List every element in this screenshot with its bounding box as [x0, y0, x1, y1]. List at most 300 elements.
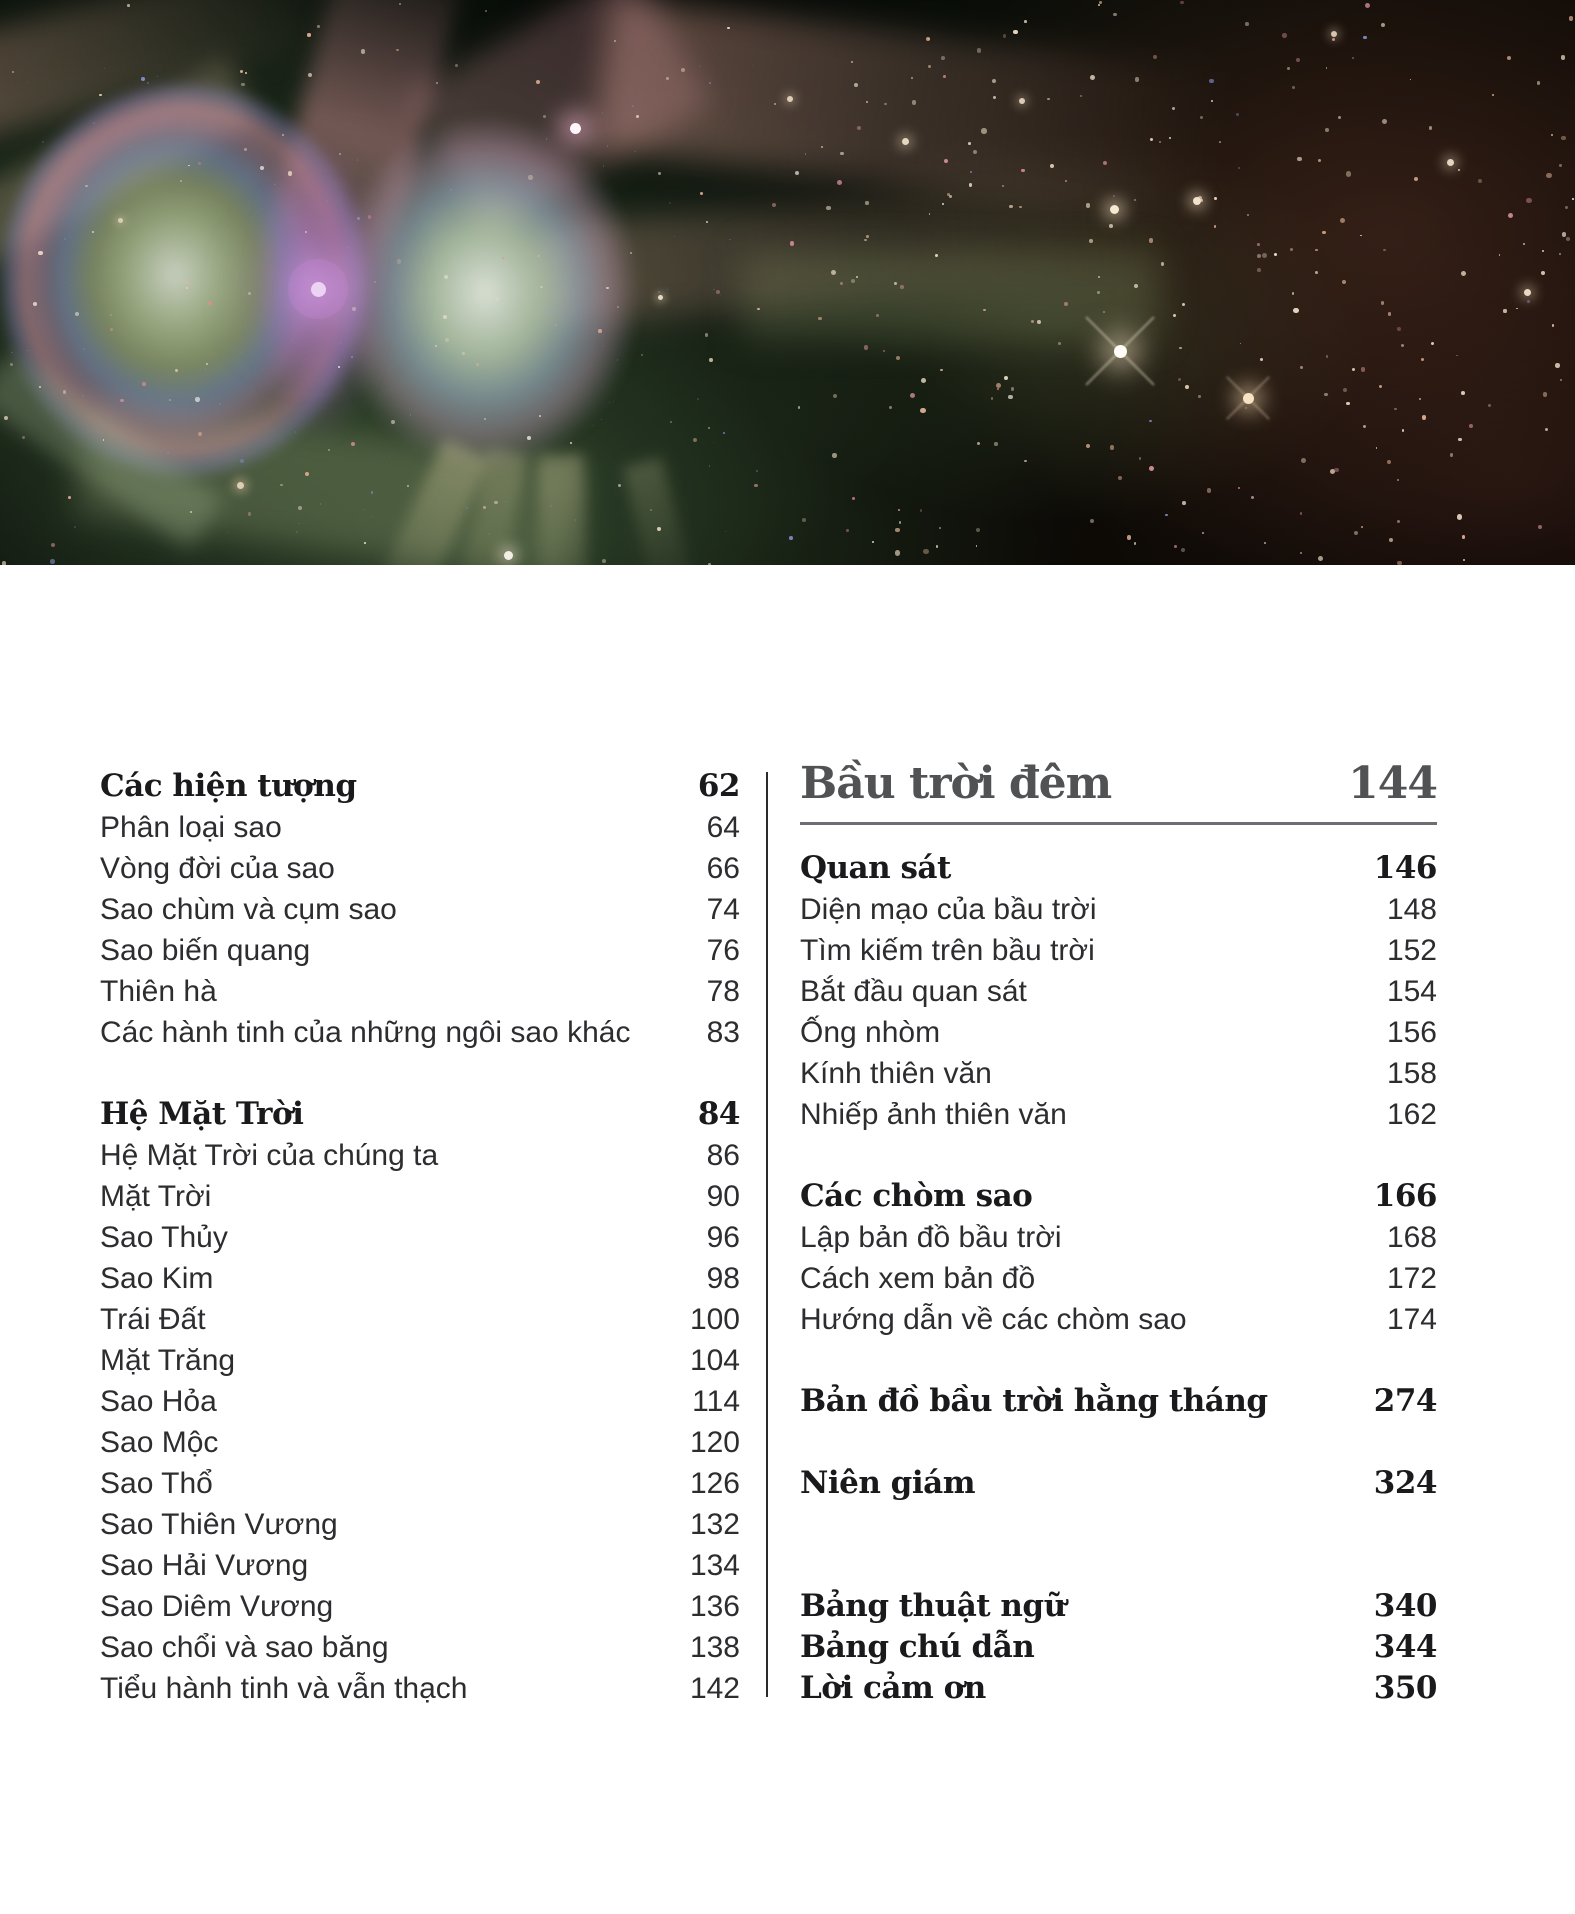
- toc-row: [100, 889, 740, 930]
- column-divider: [766, 772, 768, 1697]
- star: [235, 191, 237, 193]
- star: [352, 307, 356, 311]
- toc-entry-page: 62: [697, 768, 740, 804]
- star: [2, 561, 6, 565]
- star: [772, 203, 776, 207]
- star: [1238, 487, 1240, 489]
- star: [923, 549, 928, 554]
- star: [1381, 301, 1384, 304]
- star: [502, 257, 504, 259]
- toc-entry-label: Sao Hải Vương: [100, 1549, 309, 1582]
- toc-entry-page: 138: [689, 1631, 740, 1664]
- star: [1214, 225, 1216, 227]
- star: [485, 10, 487, 12]
- star: [1013, 30, 1018, 35]
- star: [1488, 404, 1491, 407]
- toc-entry-label: Mặt Trời: [100, 1180, 212, 1213]
- star: [1551, 134, 1553, 136]
- toc-entry-page: 156: [1386, 1016, 1437, 1049]
- star: [340, 343, 341, 344]
- star: [374, 281, 376, 283]
- star: [260, 166, 264, 170]
- star: [790, 241, 794, 245]
- star: [709, 82, 711, 84]
- star: [195, 397, 199, 401]
- star: [371, 516, 372, 517]
- star: [38, 251, 42, 255]
- star: [539, 415, 541, 417]
- star: [1376, 447, 1378, 449]
- star: [75, 312, 79, 316]
- star: [1361, 526, 1364, 529]
- star: [920, 509, 922, 511]
- star: [657, 527, 661, 531]
- star: [603, 345, 604, 346]
- star: [1363, 425, 1366, 428]
- star: [1065, 180, 1067, 182]
- star: [832, 453, 836, 457]
- star: [1397, 561, 1401, 565]
- star: [555, 324, 557, 326]
- toc-entry-page: 76: [706, 934, 740, 967]
- star: [996, 383, 1001, 388]
- star: [866, 235, 868, 237]
- star: [1207, 488, 1212, 493]
- toc-row: [100, 848, 740, 889]
- star: [789, 536, 793, 540]
- star: [198, 162, 201, 165]
- star: [1236, 113, 1239, 116]
- star: [1458, 169, 1460, 171]
- star: [83, 348, 85, 350]
- star: [606, 287, 609, 290]
- star: [514, 406, 515, 407]
- toc-row: [800, 848, 1437, 889]
- star: [936, 545, 938, 547]
- star: [667, 289, 668, 290]
- star: [206, 363, 208, 365]
- star: [1363, 36, 1367, 40]
- toc-entry-label: Sao Thủy: [100, 1221, 228, 1254]
- star: [1159, 141, 1161, 143]
- star: [846, 529, 849, 532]
- star: [1098, 4, 1100, 6]
- star: [856, 276, 858, 278]
- ant-nebula-photo: [0, 0, 1575, 565]
- star: [248, 512, 251, 515]
- star: [632, 105, 633, 106]
- star: [1508, 213, 1513, 218]
- star: [818, 317, 821, 320]
- star: [1346, 171, 1351, 176]
- toc-row: [100, 1627, 740, 1668]
- star: [1338, 116, 1342, 120]
- toc-row: [800, 889, 1437, 930]
- star: [1394, 408, 1397, 411]
- star: [141, 77, 145, 81]
- star: [713, 289, 715, 291]
- star: [308, 73, 312, 77]
- star: [104, 68, 105, 69]
- star: [1019, 206, 1021, 208]
- star: [295, 431, 297, 433]
- star: [921, 378, 926, 383]
- star: [389, 457, 391, 459]
- star: [245, 72, 247, 74]
- star: [898, 509, 901, 512]
- star: [1561, 136, 1566, 141]
- star: [1332, 38, 1335, 41]
- star: [77, 255, 78, 256]
- star: [1243, 393, 1254, 404]
- toc-entry-label: Các hành tinh của những ngôi sao khác: [100, 1016, 631, 1049]
- star: [1379, 385, 1382, 388]
- toc-entry-label: Hướng dẫn về các chòm sao: [800, 1303, 1187, 1336]
- star: [1569, 16, 1573, 20]
- toc-entry-label: Sao Diêm Vương: [100, 1590, 334, 1623]
- star: [51, 543, 55, 547]
- chapter-title: Bầu trời đêm: [800, 758, 1112, 809]
- star: [883, 350, 885, 352]
- star: [902, 138, 909, 145]
- star: [460, 513, 462, 515]
- star: [593, 425, 594, 426]
- toc-row: [800, 1381, 1437, 1422]
- star: [1297, 157, 1301, 161]
- toc-entry-page: 96: [706, 1221, 740, 1254]
- star: [65, 282, 66, 283]
- star: [658, 291, 660, 293]
- toc-entry-label: Sao Kim: [100, 1262, 214, 1295]
- star: [774, 103, 776, 105]
- star: [1050, 164, 1054, 168]
- star: [602, 112, 603, 113]
- star: [1334, 468, 1339, 473]
- star: [93, 122, 95, 124]
- star: [1352, 57, 1354, 59]
- star: [1388, 312, 1392, 316]
- star: [1202, 532, 1204, 534]
- star: [338, 366, 341, 369]
- star: [1165, 514, 1167, 516]
- toc-entry-page: 146: [1373, 850, 1437, 886]
- star: [944, 159, 948, 163]
- star: [1182, 501, 1186, 505]
- star: [1524, 289, 1531, 296]
- star: [391, 420, 395, 424]
- star: [296, 531, 298, 533]
- star: [1019, 98, 1025, 104]
- star: [407, 485, 409, 487]
- toc-entry-label: Sao chùm và cụm sao: [100, 893, 397, 926]
- toc-entry-label: Lời cảm ơn: [800, 1670, 986, 1706]
- star: [504, 551, 513, 560]
- star: [219, 403, 221, 405]
- toc-row: [800, 1463, 1437, 1504]
- toc-entry-label: Vòng đời của sao: [100, 852, 335, 885]
- toc-row: [100, 1545, 740, 1586]
- star: [1552, 324, 1555, 327]
- toc-entry-label: Bảng thuật ngữ: [800, 1588, 1066, 1624]
- star: [280, 484, 283, 487]
- star: [1492, 94, 1494, 96]
- star: [614, 40, 616, 42]
- star: [570, 442, 572, 444]
- star: [1352, 368, 1356, 372]
- star: [496, 298, 499, 301]
- star: [1110, 445, 1115, 450]
- toc-entry-page: 142: [689, 1672, 740, 1705]
- star: [188, 122, 190, 124]
- star: [64, 238, 66, 240]
- star: [1546, 173, 1551, 178]
- star: [282, 134, 284, 136]
- star: [1516, 308, 1518, 310]
- star: [1419, 398, 1421, 400]
- star: [305, 231, 307, 233]
- star: [1562, 232, 1566, 236]
- star: [895, 550, 900, 555]
- star: [486, 318, 488, 320]
- toc-row: [800, 1012, 1437, 1053]
- star: [1456, 355, 1458, 357]
- star: [11, 352, 13, 354]
- star: [188, 165, 190, 167]
- star: [1360, 235, 1362, 237]
- star: [1086, 203, 1090, 207]
- toc-row: [800, 930, 1437, 971]
- star: [99, 94, 102, 97]
- star: [1257, 254, 1261, 258]
- star: [1090, 75, 1095, 80]
- star: [864, 239, 867, 242]
- star: [634, 151, 635, 152]
- star: [942, 203, 944, 205]
- toc-entry-label: Cách xem bản đồ: [800, 1262, 1036, 1295]
- star: [1287, 67, 1290, 70]
- star: [371, 491, 374, 494]
- star: [1097, 291, 1100, 294]
- star: [4, 416, 8, 420]
- star: [227, 532, 228, 533]
- star: [603, 165, 605, 167]
- star: [1503, 309, 1506, 312]
- star: [110, 328, 113, 331]
- star: [1089, 239, 1093, 243]
- toc-row: [800, 1627, 1437, 1668]
- toc-row: [100, 1299, 740, 1340]
- star: [1301, 458, 1306, 463]
- star: [1469, 424, 1473, 428]
- star: [527, 436, 531, 440]
- toc-row: [100, 1012, 740, 1053]
- star: [298, 523, 300, 525]
- star: [1560, 379, 1562, 381]
- toc-entry-page: 158: [1386, 1057, 1437, 1090]
- star: [636, 115, 639, 118]
- star: [1127, 535, 1131, 539]
- star: [716, 290, 720, 294]
- star: [578, 231, 580, 233]
- star: [1318, 159, 1321, 162]
- star: [700, 192, 703, 195]
- star: [1523, 243, 1525, 245]
- star: [1565, 206, 1568, 209]
- star: [466, 507, 468, 509]
- star: [550, 505, 552, 507]
- toc-entry-label: Sao biến quang: [100, 934, 311, 967]
- star: [1080, 95, 1082, 97]
- star: [288, 171, 292, 175]
- star: [1401, 344, 1404, 347]
- star: [1537, 81, 1541, 85]
- toc-entry-page: 132: [689, 1508, 740, 1541]
- star: [68, 496, 71, 499]
- star: [399, 3, 402, 6]
- toc-row: [100, 1504, 740, 1545]
- star: [821, 146, 823, 148]
- star: [876, 314, 879, 317]
- toc-entry-label: Ống nhòm: [800, 1016, 941, 1049]
- star: [1113, 195, 1115, 197]
- star: [397, 259, 401, 263]
- toc-row: [800, 1258, 1437, 1299]
- star: [439, 502, 441, 504]
- star: [1008, 395, 1012, 399]
- star: [1134, 284, 1138, 288]
- star: [27, 350, 29, 352]
- star: [1457, 514, 1462, 519]
- star: [82, 395, 83, 396]
- star: [51, 146, 53, 148]
- star: [347, 246, 349, 248]
- toc-row: [100, 1135, 740, 1176]
- star: [237, 482, 244, 489]
- star: [50, 559, 54, 563]
- star: [39, 386, 41, 388]
- star: [240, 459, 244, 463]
- star: [436, 82, 438, 84]
- star: [977, 48, 982, 53]
- star: [708, 563, 711, 565]
- star: [630, 252, 632, 254]
- star: [709, 465, 711, 467]
- star: [563, 378, 564, 379]
- star: [546, 138, 548, 140]
- star: [1103, 311, 1105, 313]
- star: [74, 526, 76, 528]
- star: [205, 368, 207, 370]
- star: [1134, 542, 1136, 544]
- star: [167, 452, 169, 454]
- star: [983, 309, 985, 311]
- star: [940, 369, 943, 372]
- star: [1058, 342, 1061, 345]
- star: [1024, 20, 1027, 23]
- star: [1538, 525, 1542, 529]
- star: [1031, 320, 1034, 323]
- star: [991, 397, 994, 400]
- star: [357, 159, 359, 161]
- star: [1541, 271, 1545, 275]
- star: [1559, 164, 1561, 166]
- star: [1526, 198, 1531, 203]
- star: [889, 406, 892, 409]
- star: [674, 236, 675, 237]
- star: [977, 442, 980, 445]
- star: [1450, 453, 1454, 457]
- star: [476, 363, 479, 366]
- star: [549, 310, 552, 313]
- star: [12, 71, 14, 73]
- star: [609, 402, 610, 403]
- star: [1161, 262, 1165, 266]
- star: [1064, 302, 1068, 306]
- star: [1561, 55, 1566, 60]
- star: [713, 442, 714, 443]
- star: [1389, 538, 1393, 542]
- star: [1024, 460, 1027, 463]
- star: [1182, 303, 1185, 306]
- star: [536, 80, 540, 84]
- star: [943, 75, 946, 78]
- star: [617, 306, 619, 308]
- star: [1361, 367, 1366, 372]
- star: [1322, 231, 1326, 235]
- star: [1021, 169, 1025, 173]
- toc-row: [100, 1422, 740, 1463]
- toc-entry-label: Sao Thiên Vương: [100, 1508, 338, 1541]
- star: [1397, 327, 1402, 332]
- star: [1422, 415, 1426, 419]
- star: [976, 528, 980, 532]
- star: [1462, 535, 1465, 538]
- star: [1219, 141, 1221, 143]
- star: [1214, 197, 1217, 200]
- toc-row: [800, 1217, 1437, 1258]
- toc-entry-label: Bảng chú dẫn: [800, 1629, 1035, 1665]
- star: [1315, 271, 1318, 274]
- star: [445, 338, 449, 342]
- star: [650, 509, 652, 511]
- star: [1458, 438, 1461, 441]
- star: [1178, 378, 1181, 381]
- star: [1383, 249, 1386, 252]
- star: [1402, 429, 1405, 432]
- star: [723, 432, 725, 434]
- star: [520, 369, 522, 371]
- star: [1326, 67, 1328, 69]
- toc-entry-page: 148: [1386, 893, 1437, 926]
- star: [1461, 271, 1466, 276]
- starfield: [0, 0, 1575, 565]
- star: [805, 153, 807, 155]
- star: [147, 82, 149, 84]
- toc-entry-page: 114: [692, 1385, 740, 1418]
- star: [241, 83, 245, 87]
- star: [350, 276, 351, 277]
- toc-entry-page: 66: [706, 852, 740, 885]
- star: [231, 450, 232, 451]
- star: [864, 345, 868, 349]
- star: [120, 399, 123, 402]
- star: [274, 184, 275, 185]
- star: [1365, 3, 1370, 8]
- star: [1340, 218, 1345, 223]
- star: [317, 25, 320, 28]
- star: [935, 254, 938, 257]
- toc-row: [800, 1053, 1437, 1094]
